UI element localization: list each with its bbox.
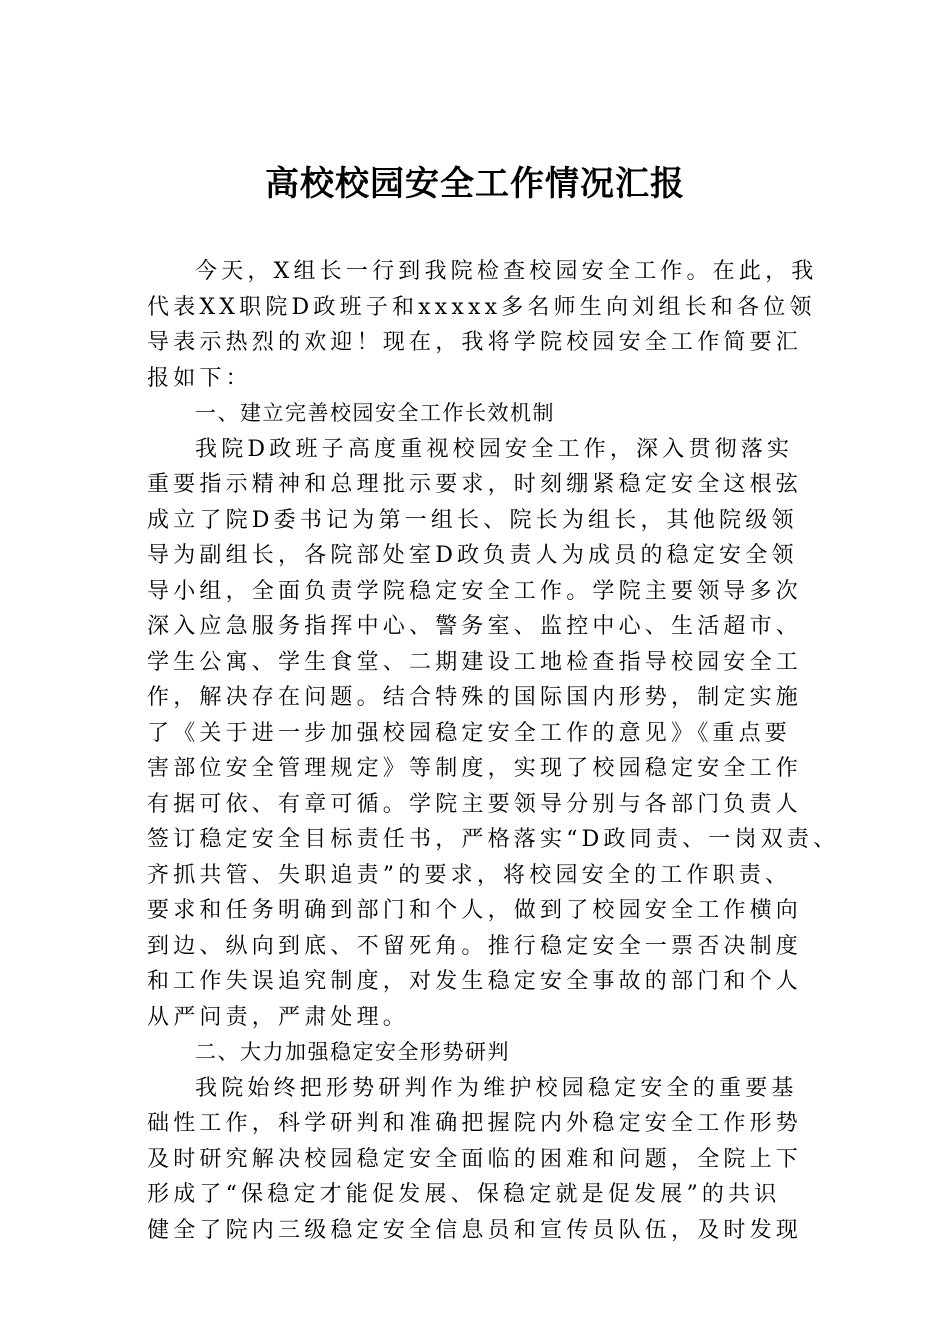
body-line: 学生公寓、学生食堂、二期建设工地检查指导校园安全工	[147, 649, 803, 675]
body-line: 齐抓共管、失职追责”的要求，将校园安全的工作职责、	[147, 862, 792, 888]
body-line: 害部位安全管理规定》等制度，实现了校园稳定安全工作	[147, 756, 803, 781]
section-heading: 二、大力加强稳定安全形势研判	[195, 1040, 510, 1064]
body-line: 导小组，全面负责学院稳定安全工作。学院主要领导多次	[147, 578, 803, 604]
body-line: 导表示热烈的欢迎！现在，我将学院校园安全工作简要汇	[147, 330, 803, 355]
body-line: 从严问责，严肃处理。	[147, 1004, 410, 1030]
document-body	[147, 254, 840, 1248]
body-line: 有据可依、有章可循。学院主要领导分别与各部门负责人	[147, 791, 803, 817]
body-line: 健全了院内三级稳定安全信息员和宣传员队伍，及时发现	[147, 1217, 803, 1243]
body-line: 及时研究解决校园稳定安全面临的困难和问题，全院上下	[147, 1146, 803, 1172]
document-title: 高校校园安全工作情况汇报	[265, 164, 685, 204]
body-line: 报如下：	[147, 365, 252, 391]
body-line: 签订稳定安全目标责任书，严格落实“D政同责、一岗双责、	[147, 827, 840, 852]
body-line: 要求和任务明确到部门和个人，做到了校园安全工作横向	[147, 898, 803, 923]
body-line: 础性工作，科学研判和准确把握院内外稳定安全工作形势	[147, 1111, 803, 1136]
body-line: 作，解决存在问题。结合特殊的国际国内形势，制定实施	[147, 685, 803, 710]
body-line: 了《关于进一步加强校园稳定安全工作的意见》《重点要	[147, 720, 792, 746]
body-line: 到边、纵向到底、不留死角。推行稳定安全一票否决制度	[147, 933, 803, 959]
body-line: 深入应急服务指挥中心、警务室、监控中心、生活超市、	[147, 614, 803, 639]
body-line: 形成了“保稳定才能促发展、保稳定就是促发展”的共识	[147, 1182, 781, 1207]
body-line: 重要指示精神和总理批示要求，时刻绷紧稳定安全这根弦	[147, 472, 803, 497]
body-line: 导为副组长，各院部处室D政负责人为成员的稳定安全领	[147, 543, 798, 568]
section-heading: 一、建立完善校园安全工作长效机制	[195, 401, 555, 425]
body-line: 今天，X组长一行到我院检查校园安全工作。在此，我	[195, 259, 818, 284]
body-line: 代表XX职院D政班子和xxxxx多名师生向刘组长和各位领	[147, 294, 816, 320]
body-line: 我院始终把形势研判作为维护校园稳定安全的重要基	[195, 1075, 798, 1101]
body-line: 我院D政班子高度重视校园安全工作，深入贯彻落实	[195, 436, 794, 462]
body-line: 成立了院D委书记为第一组长、院长为组长，其他院级领	[147, 507, 798, 533]
body-line: 和工作失误追究制度，对发生稳定安全事故的部门和个人	[147, 969, 803, 994]
